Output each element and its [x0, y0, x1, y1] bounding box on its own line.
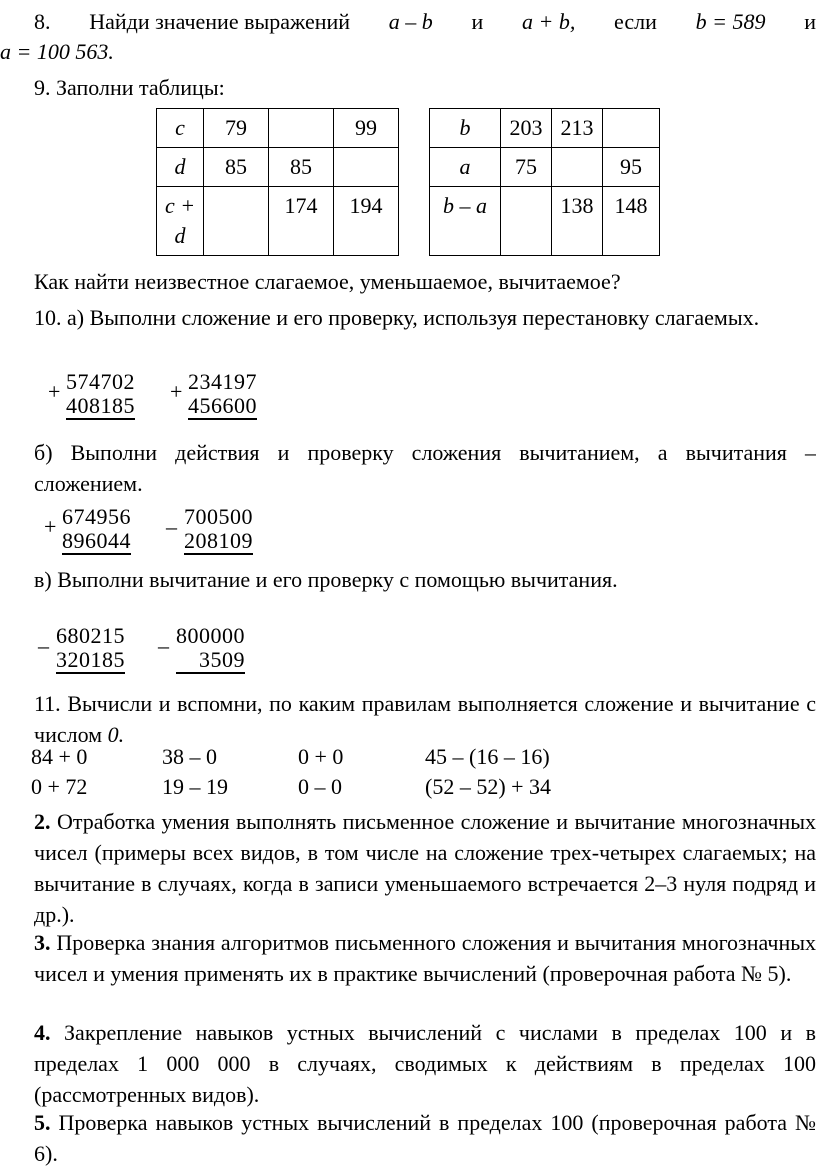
column-bottom-number: 208109 — [184, 528, 253, 553]
table2-cell: 213 — [552, 109, 603, 148]
expression: 84 + 0 — [31, 744, 88, 769]
item-number: 4. — [34, 1020, 51, 1045]
table1-cell: d — [157, 148, 204, 187]
column-top-number: 574702 — [66, 369, 135, 394]
table2-cell: 203 — [501, 109, 552, 148]
table-c-d — [156, 108, 399, 256]
minus-sign: – — [38, 633, 49, 658]
table2-cell: a — [430, 148, 501, 187]
column-bottom-number: 3509 — [176, 648, 245, 674]
expression: 0 + 0 — [298, 744, 344, 769]
task8-text-prefix: Найди значение выражений — [89, 9, 351, 34]
task8-mid: и — [471, 9, 484, 34]
task9-label: 9. Заполни таблицы: — [34, 75, 225, 100]
column-sum-2 — [170, 369, 257, 420]
table1-cell — [334, 148, 399, 187]
task11-text — [0, 688, 816, 750]
table2-cell — [603, 109, 660, 148]
task8-and: и — [804, 9, 816, 34]
plus-sign: + — [170, 379, 183, 404]
expression: 0 – 0 — [298, 774, 342, 799]
item-number: 2. — [34, 809, 51, 834]
task8-line2 — [0, 36, 816, 67]
column-diff-3 — [158, 623, 245, 674]
plus-sign: + — [48, 379, 61, 404]
table1-cell — [204, 187, 269, 256]
item-text: Проверка навыков устных вычислений в пределах 100 (проверочная работа № 6). — [34, 1110, 816, 1166]
task10-b-text: б) Выполни действия и проверку сложения вычитанием, а вычитания – сложением. — [34, 440, 816, 496]
plus-sign: + — [44, 514, 57, 539]
item-5 — [0, 1107, 816, 1169]
column-top-number: 234197 — [188, 369, 257, 394]
item-4 — [0, 1017, 816, 1110]
table1-cell: 85 — [204, 148, 269, 187]
minus-sign: – — [166, 514, 177, 539]
task11-zero: 0. — [107, 722, 125, 747]
task8-expr2: a + b, — [521, 9, 576, 34]
item-text: Закрепление навыков устных вычислений с числами в пределах 100 и в пределах 1 000 000 в случаях, сводимых к действиям в пределах 100 (рассмотренных видов). — [34, 1020, 816, 1107]
item-text: Проверка знания алгоритмов письменного сложения и вычитания многозначных чисел и умения применять их в практике вычислений (проверочная работа № 5). — [34, 930, 816, 986]
table2-cell — [552, 148, 603, 187]
table1-cell: c — [157, 109, 204, 148]
column-diff-1 — [166, 504, 253, 555]
column-bottom-number: 456600 — [188, 393, 257, 418]
item-text: Отработка умения выполнять письменное сложение и вычитание многозначных чисел (примеры всех видов, в том числе на сложение трех-четырех слагаемых; на вычитание в случаях, когда в записи уменьшаемого встречается 2–3 нуля подряд и др.). — [34, 809, 816, 927]
table1-cell: 99 — [334, 109, 399, 148]
column-bottom-number: 896044 — [62, 528, 131, 553]
column-top-number: 800000 — [176, 623, 245, 648]
column-bottom-number: 408185 — [66, 393, 135, 418]
table1-cell: 174 — [269, 187, 334, 256]
item-2 — [0, 806, 816, 930]
task10-c-text: в) Выполни вычитание и его проверку с помощью вычитания. — [34, 567, 618, 592]
table1-cell — [269, 109, 334, 148]
task8-a-eq: a = 100 563. — [0, 39, 114, 64]
expression: 38 – 0 — [162, 744, 217, 769]
table2-cell: 75 — [501, 148, 552, 187]
task10-a-text: 10. а) Выполни сложение и его проверку, используя перестановку слагаемых. — [34, 305, 760, 330]
column-top-number: 680215 — [56, 623, 125, 648]
column-top-number: 674956 — [62, 504, 131, 529]
task8-line1 — [0, 6, 816, 37]
task8-label: 8. — [34, 9, 51, 34]
table-b-a — [429, 108, 660, 256]
table2-cell: b – a — [430, 187, 501, 256]
task8-cond: если — [614, 9, 657, 34]
task11-text-body: 11. Вычисли и вспомни, по каким правилам выполняется сложение и вычитание с числом — [34, 691, 816, 747]
table1-cell: c + d — [157, 187, 204, 256]
table2-cell — [501, 187, 552, 256]
table2-cell: b — [430, 109, 501, 148]
table1-cell: 194 — [334, 187, 399, 256]
task9-question: Как найти неизвестное слагаемое, уменьшаемое, вычитаемое? — [34, 269, 621, 294]
expression: (52 – 52) + 34 — [425, 774, 552, 799]
column-bottom-number: 320185 — [56, 647, 125, 672]
table2-cell: 148 — [603, 187, 660, 256]
column-sum-1 — [48, 369, 135, 420]
table1-cell: 79 — [204, 109, 269, 148]
expression: 45 – (16 – 16) — [425, 744, 550, 769]
expression: 0 + 72 — [31, 774, 88, 799]
column-top-number: 700500 — [184, 504, 253, 529]
table2-cell: 95 — [603, 148, 660, 187]
item-3 — [0, 927, 816, 989]
table2-cell: 138 — [552, 187, 603, 256]
task8-expr1: a – b — [388, 9, 433, 34]
column-diff-2 — [38, 623, 125, 674]
item-number: 5. — [34, 1110, 51, 1135]
table1-cell: 85 — [269, 148, 334, 187]
minus-sign: – — [158, 633, 169, 658]
column-sum-3 — [44, 504, 131, 555]
expression: 19 – 19 — [162, 774, 228, 799]
task8-b-eq: b = 589 — [695, 9, 766, 34]
item-number: 3. — [34, 930, 51, 955]
